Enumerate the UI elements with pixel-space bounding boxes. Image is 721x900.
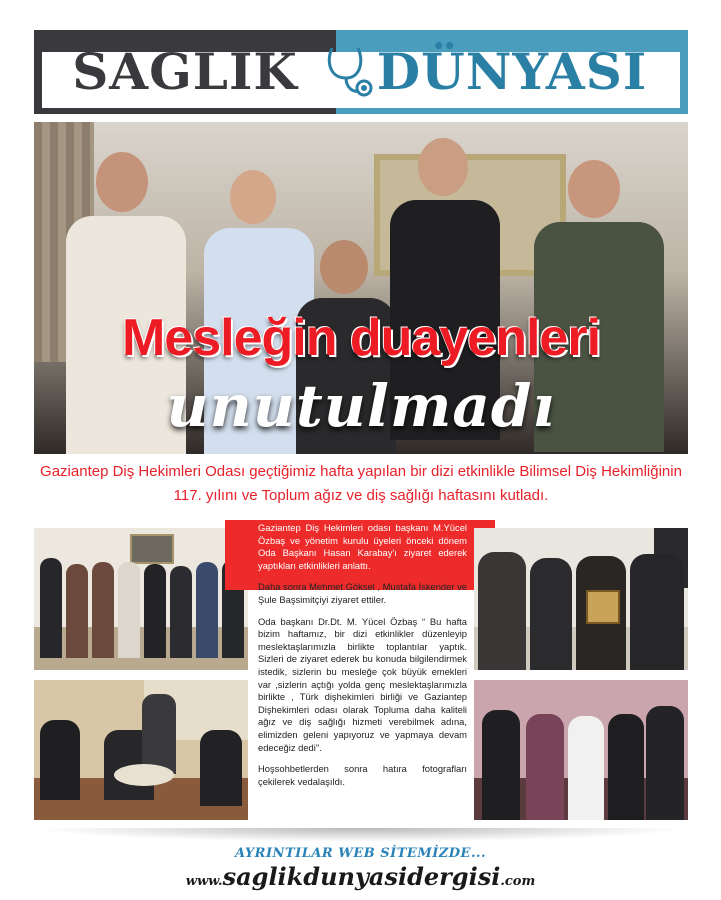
masthead-title-right: DÜNYASI xyxy=(376,42,648,101)
website-domain: saglikdunyasidergisi xyxy=(222,862,501,891)
masthead-left-panel xyxy=(34,30,336,114)
photo-group-left-bottom xyxy=(34,680,248,820)
article-paragraph-2: Daha sonra Mehmet Göksel , Mustafa İskender ve Şule Başsimitçiyi ziyaret ettiler. xyxy=(258,581,467,605)
masthead-title-left: SAĞLIK xyxy=(72,42,298,101)
masthead-right-panel xyxy=(336,30,688,114)
article-paragraph-4: Hoşsohbetlerden sonra hatıra fotografları çekilerek vedalaşıldı. xyxy=(258,763,467,787)
website-prefix: www. xyxy=(185,874,223,889)
article-paragraph-3: Oda başkanı Dr.Dt. M. Yücel Özbaş “ Bu hafta bizim haftamız, bir dizi etkinlikler düzenleyip meslektaşlarımızla birlikte toplantılar yaptık. Sizleri de ziyaret ederek bu konuda bilgilendirmek istedik, sizlerin bu mesleğe çok büyük emekleri var ,sizlerin açtığı yolda genç meslektaşlarımızla birlikte , Türk dişhekimleri birliği ve Gaziantep Dişhekimleri odası olarak Topluma daha kaliteli ağız ve diş sağlığı hizmeti verebilmek adına, elimizden geleni yapıyoruz ve yapmaya devam edeceğiz dedi''. xyxy=(258,615,467,753)
stethoscope-icon xyxy=(320,44,380,104)
footer-shadow xyxy=(34,828,688,842)
subheadline: unutulmadı xyxy=(166,372,556,440)
footer-tagline: AYRINTILAR WEB SİTEMİZDE... xyxy=(234,846,487,861)
photo-group-left-top xyxy=(34,528,248,670)
headline: Mesleğin duayenleri xyxy=(121,309,601,367)
hero-photo xyxy=(34,122,688,454)
website-suffix: .com xyxy=(500,874,536,889)
article-paragraph-1: Gaziantep Diş Hekimleri odası başkanı M.Yücel Özbaş ve yönetim kurulu üyeleri önceki dönem Oda Başkanı Hasan Karabay'ı ziyaret ederek yaptıkları etkinlikleri anlattı. xyxy=(258,522,467,571)
article-body xyxy=(258,522,467,797)
lead-paragraph: Gaziantep Diş Hekimleri Odası geçtiğimiz hafta yapılan bir dizi etkinlikle Bilimsel Diş Hekimliğinin 117. yılını ve Toplum ağız ve diş sağlığı haftasını kutladı. xyxy=(40,463,682,504)
photo-group-right-bottom xyxy=(474,680,688,820)
masthead xyxy=(34,30,688,114)
photo-group-right-top xyxy=(474,528,688,670)
footer-website[interactable] xyxy=(0,862,721,891)
